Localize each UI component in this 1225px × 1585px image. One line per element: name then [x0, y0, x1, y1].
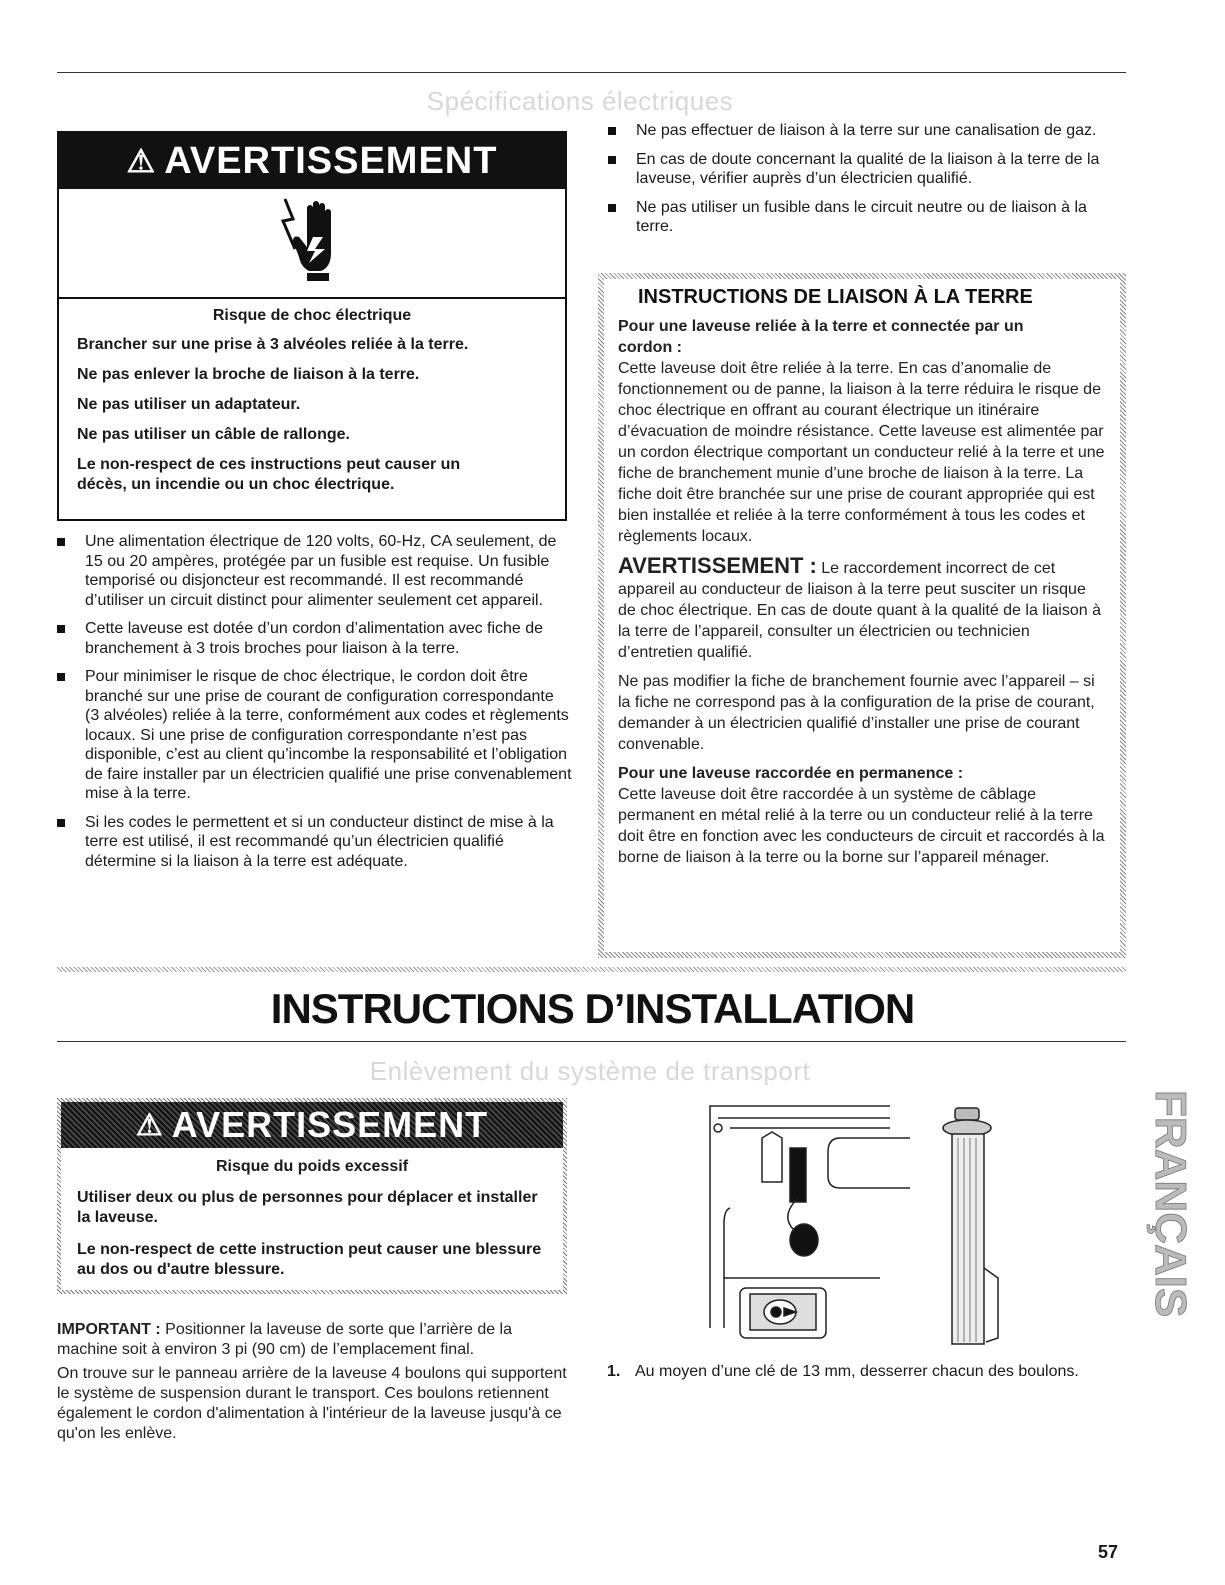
top-rule — [57, 72, 1126, 73]
warning-line: Ne pas utiliser un câble de rallonge. — [77, 426, 350, 443]
important-text: Positionner la laveuse de sorte que l’arrière de la machine soit à environ 3 pi (90 cm) de l’emplacement final. — [57, 1321, 513, 1358]
transport-bolt-diagram — [700, 1098, 1030, 1358]
section-title-transport: Enlèvement du système de transport — [369, 1056, 811, 1086]
warning-box-weight — [57, 1098, 567, 1294]
grounding-warning-text: Le raccordement incorrect de cet appareil au conducteur de liaison à la terre peut susciter un risque de choc électrique. En cas de doute quant à la qualité de la liaison à la terre de l’appareil, consulter un électricien ou technicien d’entretien qualifié. — [618, 560, 1101, 661]
warning-line: Ne pas utiliser un adaptateur. — [77, 396, 301, 413]
warning-line: Le non-respect de cette instruction peut causer une blessure au dos ou d'autre blessure. — [77, 1241, 542, 1278]
list-item: Ne pas effectuer de liaison à la terre sur une canalisation de gaz. — [608, 121, 1123, 141]
warning-heading: AVERTISSEMENT — [164, 139, 498, 182]
warning-header — [61, 1102, 563, 1148]
permanent-heading: Pour une laveuse raccordée en permanence : — [618, 765, 964, 782]
list-item: Une alimentation électrique de 120 volts, 60-Hz, CA seulement, de 15 ou 20 ampères, protégée par un fusible est requise. Un fusible temporisé ou disjoncteur est recommandé. Il est recommandé d’utiliser un circuit distinct pour alimenter seulement cet appareil. — [57, 532, 572, 610]
warning-line: Utiliser deux ou plus de personnes pour déplacer et installer la laveuse. — [77, 1189, 538, 1226]
list-item: Pour minimiser le risque de choc électrique, le cordon doit être branché sur une prise de courant de configuration correspondante (3 alvéoles) reliée à la terre, conformément aux codes et règlements locaux. Si une prise de configuration correspondante n’est pas disponible, c’est au client qu’incombe la responsabilité et l’obligation de faire installer par un électricien qualifié une prise convenablement mise à la terre. — [57, 667, 572, 804]
list-item: Cette laveuse est dotée d’un cordon d’alimentation avec fiche de branchement à 3 trois broches pour liaison à la terre. — [57, 619, 572, 658]
install-rule — [57, 1041, 1126, 1042]
warning-risk-label: Risque du poids excessif — [215, 1158, 409, 1175]
list-item: Ne pas utiliser un fusible dans le circuit neutre ou de liaison à la terre. — [608, 198, 1123, 237]
warning-icon-area — [59, 189, 565, 299]
step-text: Au moyen d’une clé de 13 mm, desserrer chacun des boulons. — [635, 1363, 1079, 1380]
grounding-warning-label: AVERTISSEMENT : — [618, 553, 817, 578]
warning-triangle-icon: ⚠ — [135, 1108, 164, 1142]
warning-heading: AVERTISSEMENT — [171, 1104, 489, 1145]
section-title-electrical: Spécifications électriques — [426, 86, 734, 116]
permanent-text: Cette laveuse doit être raccordée à un système de câblage permanent en métal relié à la terre ou un conducteur relié à la terre doit être en fonction avec les conducteurs de circuit et raccordés à la borne de liaison à la terre ou la borne sur l’appareil ménager. — [618, 786, 1105, 866]
warning-box-electrical — [57, 131, 567, 521]
grounding-instructions-box — [598, 273, 1126, 958]
shipping-bolt-illustration — [943, 1108, 998, 1344]
right-bullet-list — [608, 121, 1123, 246]
warning-line: Le non-respect de ces instructions peut causer un décès, un incendie ou un choc électrique. — [77, 456, 461, 493]
electric-shock-hand-icon — [279, 197, 359, 297]
important-label: IMPORTANT : — [57, 1321, 161, 1338]
step-number: 1. — [607, 1363, 621, 1380]
language-side-tab — [1146, 1090, 1195, 1340]
section-divider — [57, 967, 1126, 972]
page-number: 57 — [1098, 1542, 1119, 1562]
grounding-warning — [618, 555, 1106, 663]
install-title: INSTRUCTIONS D’INSTALLATION — [270, 985, 915, 1032]
bolts-paragraph: On trouve sur le panneau arrière de la laveuse 4 boulons qui supportent le système de suspension durant le transport. Ces boulons retiennent également le cordon d'alimentation à l'intérieur de la laveuse jusqu'à ce qu'on les enlève. — [57, 1365, 567, 1442]
corded-text: Cette laveuse doit être reliée à la terre. En cas d’anomalie de fonctionnement ou de panne, la liaison à la terre réduira le risque de choc électrique en offrant au courant électrique un itinéraire d’évacuation de moindre résistance. Cette laveuse est alimentée par un cordon électrique comportant un conducteur relié à la terre et une fiche de branchement munie d’une broche de liaison à la terre. La fiche doit être branchée sur une prise de courant appropriée qui est bien installée et reliée à la terre conformément à tous les codes et règlements locaux. — [618, 360, 1105, 545]
list-item: Si les codes le permettent et si un conducteur distinct de mise à la terre est utilisé, il est recommandé qu’un électricien qualifié détermine si la liaison à la terre est adéquate. — [57, 813, 572, 872]
corded-heading: Pour une laveuse reliée à la terre et connectée par un cordon : — [618, 318, 1024, 356]
left-bullet-list — [57, 532, 572, 880]
modify-text: Ne pas modifier la fiche de branchement fournie avec l’appareil – si la fiche ne correspond pas à la configuration de la prise de courant, demander à un électricien qualifié d’installer une prise de courant convenable. — [618, 673, 1095, 753]
washer-rear-panel-illustration — [710, 1106, 910, 1338]
important-paragraph — [57, 1320, 567, 1360]
side-tab-label: FRANÇAIS — [1146, 1090, 1195, 1318]
warning-risk-label: Risque de choc électrique — [212, 307, 412, 324]
warning-line: Ne pas enlever la broche de liaison à la terre. — [77, 366, 420, 383]
list-item: En cas de doute concernant la qualité de la liaison à la terre de la laveuse, vérifier auprès d’un électricien qualifié. — [608, 150, 1123, 189]
step-1 — [607, 1362, 1097, 1382]
warning-header — [59, 133, 565, 189]
warning-triangle-icon: ⚠ — [126, 143, 157, 179]
warning-line: Brancher sur une prise à 3 alvéoles reliée à la terre. — [77, 336, 469, 353]
grounding-title: INSTRUCTIONS DE LIAISON À LA TERRE — [638, 286, 1033, 308]
